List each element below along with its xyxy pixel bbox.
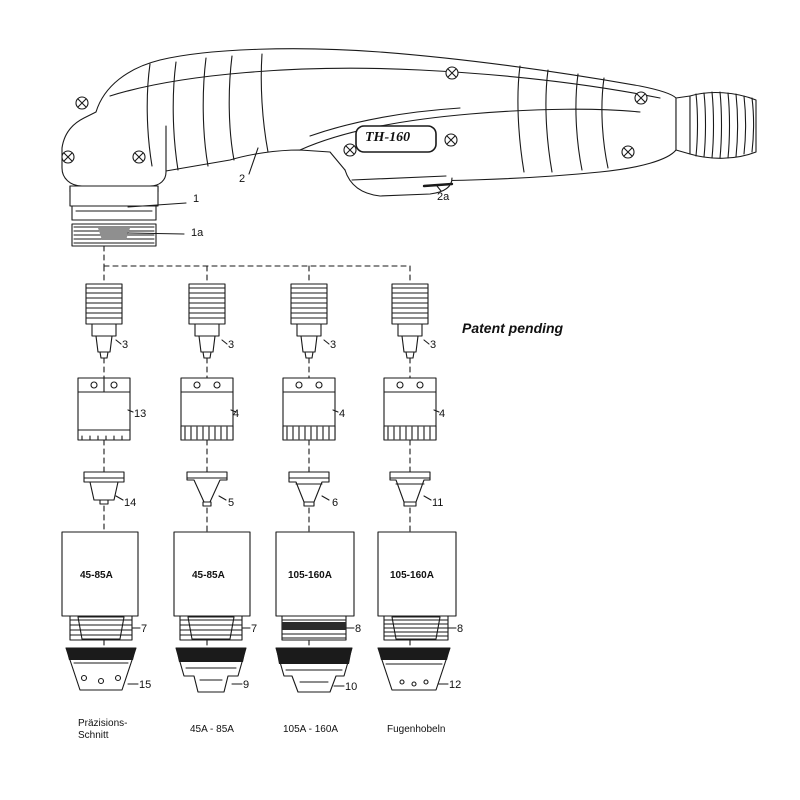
part-7-cap-ring-1 — [70, 616, 132, 640]
ref-label-c3-3: 3 — [330, 339, 337, 351]
ref-label-c3-4: 4 — [339, 408, 346, 420]
ref-label-2: 2 — [239, 173, 246, 185]
amp-box-2-text: 45-85A — [192, 570, 225, 581]
caption-column-1-line1: Präzisions- — [78, 718, 128, 729]
ref-label-c4-8: 8 — [457, 623, 464, 635]
part-13-swirl-ring — [78, 378, 130, 440]
part-9-shield-cup — [176, 648, 246, 692]
ref-label-c4-3: 3 — [430, 339, 437, 351]
part-8-cap-ring-3 — [282, 616, 346, 640]
part-15-shield-cup — [66, 648, 136, 690]
ref-label-2a: 2a — [437, 191, 450, 203]
ref-label-c4-4: 4 — [439, 408, 446, 420]
part-3-electrode-2 — [189, 284, 225, 358]
shield-cup-group — [66, 648, 450, 692]
part-3-electrode-1 — [86, 284, 122, 358]
ref-label-c1-7: 7 — [141, 623, 148, 635]
ref-label-c3-10: 10 — [345, 681, 358, 693]
ref-label-1a: 1a — [191, 227, 204, 239]
ref-label-c2-7: 7 — [251, 623, 258, 635]
ref-label-c4-11: 11 — [432, 497, 444, 509]
model-badge-text: TH-160 — [365, 130, 411, 145]
ref-label-1: 1 — [193, 193, 200, 205]
part-4-swirl-ring-3 — [283, 378, 335, 440]
part-7-cap-ring-2 — [180, 616, 242, 640]
ref-label-c2-4: 4 — [233, 408, 240, 420]
amp-box-3-text: 105-160A — [288, 570, 332, 581]
ref-label-c3-8: 8 — [355, 623, 362, 635]
caption-column-3: 105A - 160A — [283, 724, 339, 735]
electrode-group — [86, 284, 428, 358]
part-4-swirl-ring-4 — [384, 378, 436, 440]
cap-ring-group — [70, 616, 448, 640]
ref-label-c2-9: 9 — [243, 679, 250, 691]
part-4-swirl-ring-2 — [181, 378, 233, 440]
part-8-cap-ring-4 — [384, 616, 448, 640]
ref-label-c4-12: 12 — [449, 679, 462, 691]
part-10-shield-cup — [276, 648, 352, 692]
part-14-nozzle — [84, 472, 124, 504]
part-6-nozzle — [289, 472, 329, 506]
torch-hose — [676, 92, 756, 158]
ref-label-c1-15: 15 — [139, 679, 152, 691]
ref-label-c1-13: 13 — [134, 408, 147, 420]
ref-label-c1-14: 14 — [124, 497, 137, 509]
part-11-nozzle — [390, 472, 430, 506]
caption-column-4: Fugenhobeln — [387, 724, 446, 735]
patent-pending-note: Patent pending — [462, 320, 564, 336]
assembly-dashed-tree — [104, 246, 410, 282]
ref-label-c2-3: 3 — [228, 339, 235, 351]
caption-column-2: 45A - 85A — [190, 724, 234, 735]
part-5-nozzle — [187, 472, 227, 506]
ref-label-c1-3: 3 — [122, 339, 129, 351]
caption-column-1-line2: Schnitt — [78, 730, 109, 741]
part-1a-threaded-ring — [72, 224, 156, 246]
part-3-electrode-3 — [291, 284, 327, 358]
amp-box-1-text: 45-85A — [80, 570, 113, 581]
vertical-assembly-lines — [104, 358, 410, 648]
amp-box-4-text: 105-160A — [390, 570, 434, 581]
ref-label-c3-6: 6 — [332, 497, 339, 509]
part-1-collar — [72, 206, 156, 220]
ref-label-c2-5: 5 — [228, 497, 235, 509]
swirl-ring-group — [78, 378, 436, 440]
part-3-electrode-4 — [392, 284, 428, 358]
